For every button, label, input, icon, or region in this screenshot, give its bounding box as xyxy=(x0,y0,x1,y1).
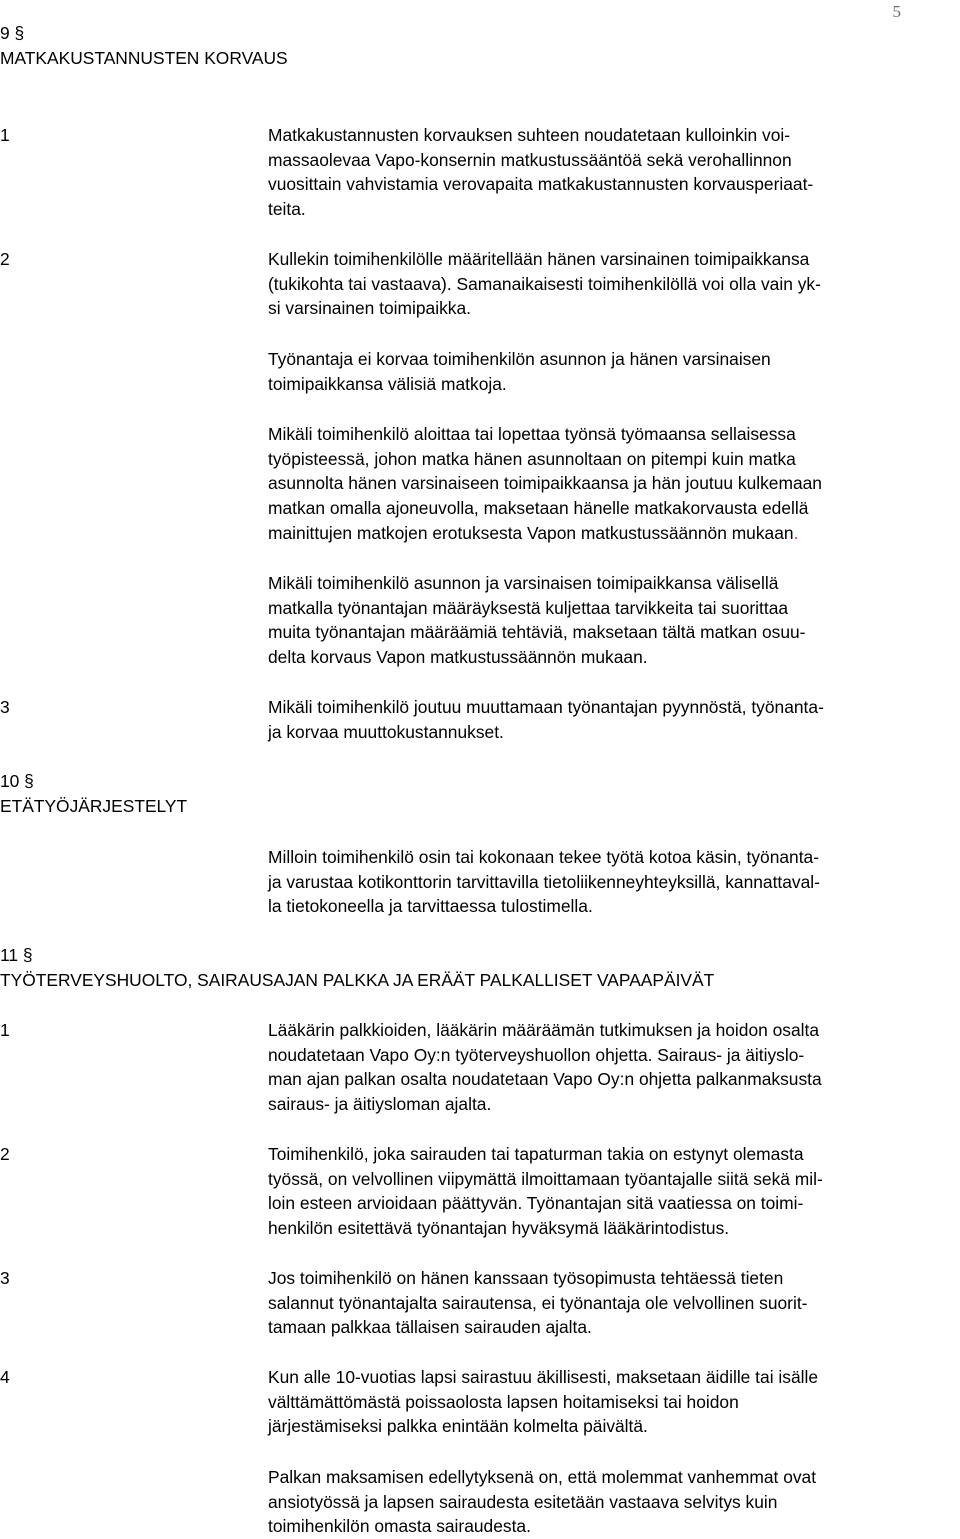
text-line: toimipaikkansa välisiä matkoja. xyxy=(268,373,507,394)
text-line: vuosittain vahvistamia verovapaita matkakustannusten korvausperiaat- xyxy=(268,174,814,195)
section-9-number: 9 § xyxy=(0,23,25,43)
text-line: man ajan palkan osalta noudatetaan Vapo Oy:n ohjetta palkanmaksusta xyxy=(268,1069,822,1090)
section-11-title: TYÖTERVEYSHUOLTO, SAIRAUSAJAN PALKKA JA ERÄÄT PALKALLISET VAPAAPÄIVÄT xyxy=(0,969,715,990)
text-line: Matkakustannusten korvauksen suhteen noudatetaan kulloinkin voi- xyxy=(268,125,791,145)
s9-item-3-number: 3 xyxy=(0,697,10,717)
section-9-heading xyxy=(0,21,288,70)
s11-item-3-text xyxy=(268,1266,958,1340)
text-line: salannut työnantajalta sairautensa, ei työnantaja ole velvollinen suorit- xyxy=(268,1292,808,1313)
s9-item-2-number: 2 xyxy=(0,249,10,269)
s9-item-2-text xyxy=(268,247,958,321)
text-line: Jos toimihenkilö on hänen kanssaan työsopimusta tehtäessä tieten xyxy=(268,1268,784,1288)
text-line: henkilön esitettävä työnantajan hyväksymä lääkärintodistus. xyxy=(268,1218,730,1239)
text-line: delta korvaus Vapon matkustussäännön mukaan. xyxy=(268,647,648,668)
text-line: työpisteessä, johon matka hänen asunnoltaan on pitempi kuin matka xyxy=(268,448,796,469)
text-line: (tukikohta tai vastaava). Samanaikaisesti toimihenkilöllä voi olla vain yk- xyxy=(268,273,821,294)
s11-item-2-number: 2 xyxy=(0,1144,10,1164)
text-line: muita työnantajan määräämiä tehtäviä, maksetaan tältä matkan osuu- xyxy=(268,622,806,643)
text-line: Toimihenkilö, joka sairauden tai tapaturman takia on estynyt olemasta xyxy=(268,1144,804,1164)
s9-item-2b-text xyxy=(268,347,958,396)
text-line: si varsinainen toimipaikka. xyxy=(268,298,471,319)
text-line: välttämättömästä poissaolosta lapsen hoitamiseksi tai hoidon xyxy=(268,1391,739,1412)
s9-item-2d-text xyxy=(268,571,958,670)
section-11-heading xyxy=(0,943,714,992)
s9-item-3-text xyxy=(268,695,958,744)
text-line: asunnolta hänen varsinaiseen toimipaikkaansa ja hän joutuu kulkemaan xyxy=(268,473,822,494)
section-10-heading xyxy=(0,769,187,818)
text-line: tamaan palkkaa tällaisen sairauden ajalta. xyxy=(268,1317,592,1338)
text-line: noudatetaan Vapo Oy:n työterveyshuollon ohjetta. Sairaus- ja äitiyslo- xyxy=(268,1044,805,1065)
text-line: ja varustaa kotikonttorin tarvittavilla tietoliikenneyhteyksillä, kannattaval- xyxy=(268,871,820,892)
red-period: . xyxy=(793,522,799,543)
text-line: la tietokoneella ja tarvittaessa tulostimella. xyxy=(268,896,593,917)
text-line: Työnantaja ei korvaa toimihenkilön asunnon ja hänen varsinaisen xyxy=(268,349,771,369)
text-line: Mikäli toimihenkilö joutuu muuttamaan työnantajan pyynnöstä, työnanta- xyxy=(268,697,824,717)
s11-item-4-number: 4 xyxy=(0,1367,10,1387)
text-line: Kun alle 10-vuotias lapsi sairastuu äkillisesti, maksetaan äidille tai isälle xyxy=(268,1367,819,1387)
section-9-title: MATKAKUSTANNUSTEN KORVAUS xyxy=(0,47,288,68)
text-line: massaolevaa Vapo-konsernin matkustussääntöä sekä verohallinnon xyxy=(268,149,792,170)
text-line: ansiotyössä ja lapsen sairaudesta esitetään vastaava selvitys kuin xyxy=(268,1491,778,1512)
text-line: työssä, on velvollinen viipymättä ilmoittamaan työantajalle siitä sekä mil- xyxy=(268,1168,823,1189)
section-11-number: 11 § xyxy=(0,945,33,965)
text-line: sairaus- ja äitiysloman ajalta. xyxy=(268,1094,492,1115)
s11-item-4-text xyxy=(268,1365,958,1439)
s10-text xyxy=(268,845,958,919)
s9-item-1-number: 1 xyxy=(0,125,10,145)
section-10-number: 10 § xyxy=(0,771,34,791)
s11-item-4b-text xyxy=(268,1465,958,1539)
s11-item-2-text xyxy=(268,1142,958,1241)
text-line: matkalla työnantajan määräyksestä kuljettaa tarvikkeita tai suorittaa xyxy=(268,597,789,618)
text-line: Mikäli toimihenkilö asunnon ja varsinaisen toimipaikkansa välisellä xyxy=(268,573,779,593)
text-line: järjestämiseksi palkka enintään kolmelta päivältä. xyxy=(268,1416,648,1437)
section-10-title: ETÄTYÖJÄRJESTELYT xyxy=(0,795,188,816)
s11-item-3-number: 3 xyxy=(0,1268,10,1288)
text-line: ja korvaa muuttokustannukset. xyxy=(268,721,504,742)
s11-item-1-text xyxy=(268,1018,958,1117)
text-line: Lääkärin palkkioiden, lääkärin määräämän tutkimuksen ja hoidon osalta xyxy=(268,1020,820,1040)
s9-item-2c-text xyxy=(268,422,958,546)
text-line: Milloin toimihenkilö osin tai kokonaan tekee työtä kotoa käsin, työnanta- xyxy=(268,847,820,867)
text-line: teita. xyxy=(268,199,306,220)
text-fragment: mainittujen matkojen erotuksesta Vapon matkustussäännön mukaan xyxy=(268,522,794,543)
text-line: matkan omalla ajoneuvolla, maksetaan hänelle matkakorvausta edellä xyxy=(268,498,809,519)
text-line: Kullekin toimihenkilölle määritellään hänen varsinainen toimipaikkansa xyxy=(268,249,810,269)
text-line: loin esteen arvioidaan päättyvän. Työnantajan sitä vaatiessa on toimi- xyxy=(268,1193,804,1214)
s9-item-1-text xyxy=(268,123,958,222)
text-line: toimihenkilön omasta sairaudesta. xyxy=(268,1516,531,1537)
s11-item-1-number: 1 xyxy=(0,1020,10,1040)
text-line: Palkan maksamisen edellytyksenä on, että molemmat vanhemmat ovat xyxy=(268,1467,817,1487)
text-line xyxy=(268,521,958,546)
page-number: 5 xyxy=(892,2,901,21)
text-line: Mikäli toimihenkilö aloittaa tai lopettaa työnsä työmaansa sellaisessa xyxy=(268,424,796,444)
